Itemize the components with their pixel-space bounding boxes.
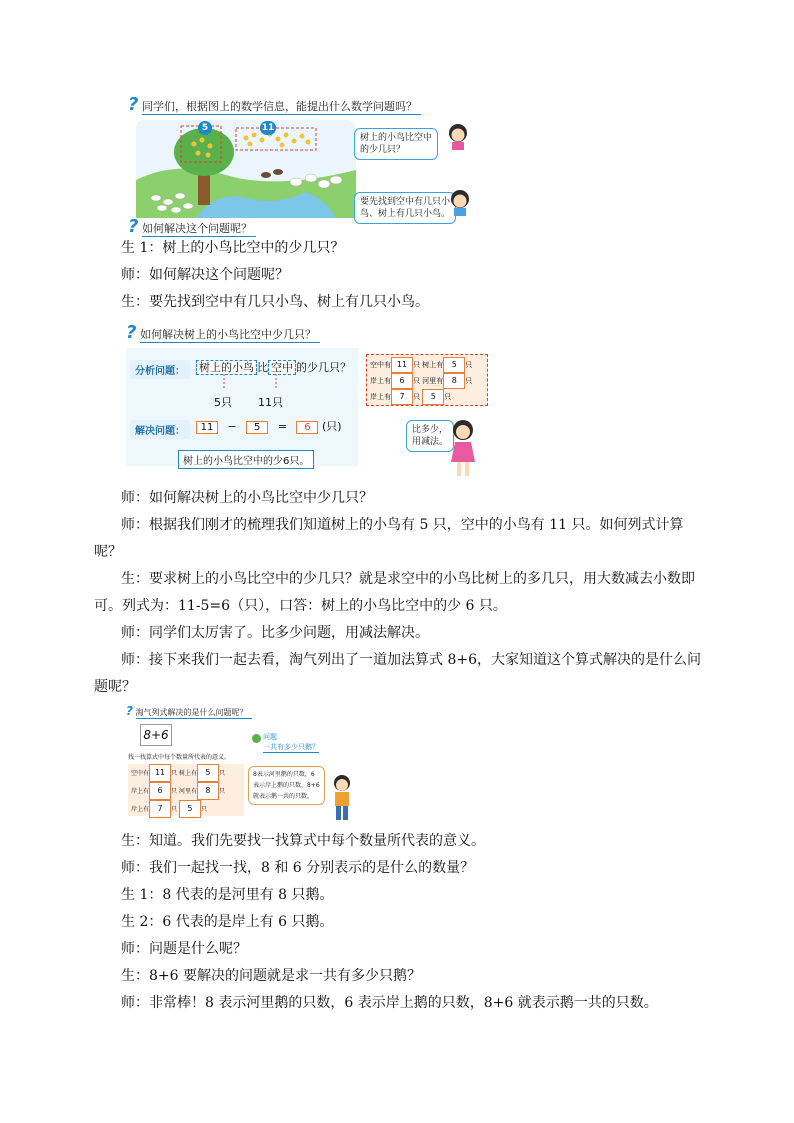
figure-geese-problem [126,704,356,822]
question-mark-icon: ? [128,94,139,115]
para2-line1: 师：如何解决树上的小鸟比空中少几只？ [121,490,373,506]
info-row: 空中有 11 只 树上有 5 只 [370,357,484,373]
para2-line3b: 可。列式为：11-5=6（只），口答：树上的小鸟比空中的少 6 只。 [94,598,507,614]
para1-line1: 生 1：树上的小鸟比空中的少几只？ [121,240,345,256]
para3-line3: 生 1：8 代表的是河里有 8 只鹅。 [121,887,334,903]
para3-line4: 生 2：6 代表的是岸上有 6 只鹅。 [121,914,334,930]
para2-line5a: 师：接下来我们一起去看，淘气列出了一道加法算式 8+6，大家知道这个算式解决的是什么问 [121,652,701,668]
girl-avatar-icon-2 [448,188,472,216]
info-row: 岸上有 7 只 5 只 [370,389,484,405]
para3-line2: 师：我们一起找一找，8 和 6 分别表示的是什么的数量？ [121,860,475,876]
sky-bird-count-badge: 11 [261,123,275,133]
girl-figure-icon [448,418,478,478]
speech-bubble-2: 要先找到空中有几只小 鸟、树上有几只小鸟。 [354,192,456,224]
question-mark-icon: ? [126,322,137,343]
para2-line4: 师：同学们太厉害了。比多少问题，用减法解决。 [121,625,429,641]
answer-box: 树上的小鸟比空中的少6只。 [178,450,314,469]
para3-line1: 生：知道。我们先要找一找算式中每个数量所代表的意义。 [121,833,485,849]
para3-line6: 生：8+6 要解决的问题就是求一共有多少只鹅？ [121,968,421,984]
para3-line7: 师：非常棒！8 表示河里鹅的只数，6 表示岸上鹅的只数，8+6 就表示鹅一共的只数。 [121,995,658,1011]
birds-scene-illustration [136,120,356,218]
figure3-question: ? 淘气列式解决的是什么问题呢？ [126,704,252,719]
boy-figure-icon [330,774,354,822]
solve-label: 解决问题： [130,420,190,439]
question-mark-icon: ? [128,216,139,237]
info-row: 岸上有 6 只 河里有 8 只 [131,782,241,800]
girl-speech-bubble: 比多少， 用减法。 [406,420,454,452]
sky-value: 11只 [258,396,283,409]
problem-text: 一共有多少只鹅？ [263,743,319,751]
info-row: 岸上有 7 只 5 只 [131,800,241,818]
para2-line5b: 题呢？ [94,679,136,695]
analyze-label: 分析问题： [130,360,190,379]
problem-label: 问题 [263,733,277,741]
figure-solution [126,322,486,482]
speech-bubble-1: 树上的小鸟比空中 的少几只？ [354,128,438,160]
girl-avatar-icon [446,122,470,150]
explain-bubble: 8表示河里鹅的只数，6 表示岸上鹅的只数，8+6 就表示鹅一共的只数。 [248,766,325,805]
info-row: 岸上有 6 只 河里有 8 只 [370,373,484,389]
figure1-question-bottom: ? 如何解决这个问题呢？ [128,216,256,237]
figure2-question: ? 如何解决树上的小鸟比空中少几只？ [126,322,320,343]
para2-line2a: 师：根据我们刚才的梳理我们知道树上的小鸟有 5 只，空中的小鸟有 11 只。如何列式计算 [121,517,684,533]
para1-line2: 师：如何解决这个问题呢？ [121,267,289,283]
info-row: 空中有 11 只 树上有 5 只 [131,764,241,782]
hint-text: 找一找算式中每个数量所代表的意义。 [128,754,231,761]
tree-value: 5只 [214,396,232,409]
analyze-text: 树上的小鸟 比 空中 的少几只？ [196,359,351,375]
info-panel [366,354,488,406]
para2-line2b: 呢？ [94,544,122,560]
figure1-question-top: ? 同学们，根据图上的数学信息，能提出什么数学问题吗？ [128,94,421,115]
para1-line3: 生：要先找到空中有几只小鸟、树上有几只小鸟。 [121,294,429,310]
figure-birds-scene [128,94,473,237]
problem-badge-icon [252,734,261,743]
geese-info-panel [128,764,244,816]
analyze-arrows [196,374,316,394]
para3-line5: 师：问题是什么呢？ [121,941,247,957]
question-mark-icon: ? [126,704,133,718]
formula-card: 8+6 [140,724,172,746]
tree-bird-count-badge: 5 [198,121,212,135]
para2-line3a: 生：要求树上的小鸟比空中的少几只？就是求空中的小鸟比树上的多几只，用大数减去小数即 [121,571,695,587]
equation: 11 − 5 = 6 (只) [196,418,342,434]
